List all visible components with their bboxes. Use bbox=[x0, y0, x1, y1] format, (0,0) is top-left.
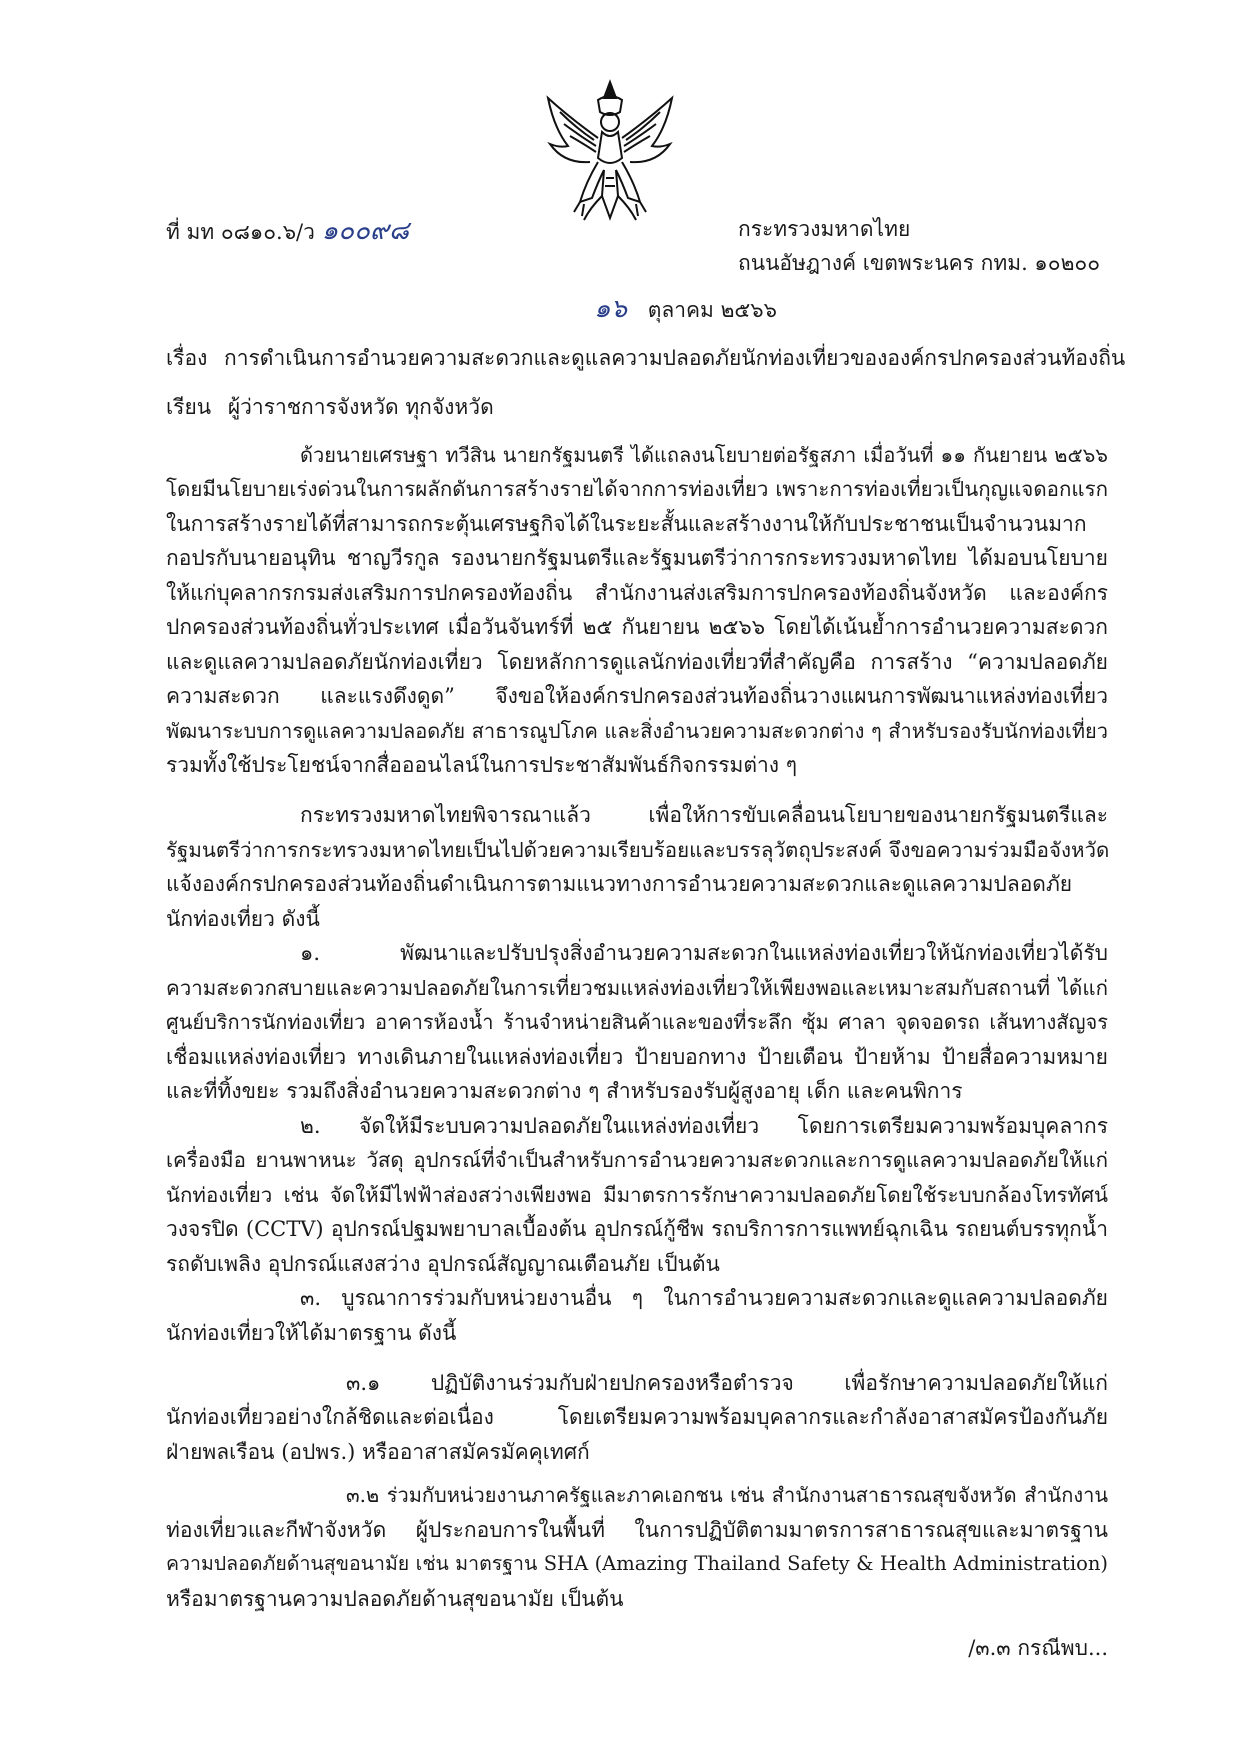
item2-line-5: รถดับเพลิง อุปกรณ์แสงสว่าง อุปกรณ์สัญญาณเตือนภัย เป็นต้น bbox=[166, 1252, 720, 1276]
para1-line-8: ความสะดวก และแรงดึงดูด” จึงขอให้องค์กรปกครองส่วนท้องถิ่นวางแผนการพัฒนาแหล่งท่องเที่ยว bbox=[166, 684, 1108, 708]
item1-line-5: และที่ทิ้งขยะ รวมถึงสิ่งอำนวยความสะดวกต่าง ๆ สำหรับรองรับผู้สูงอายุ เด็ก และคนพิการ bbox=[166, 1079, 963, 1103]
para2-line-1: กระทรวงมหาดไทยพิจารณาแล้ว เพื่อให้การขับเคลื่อนนโยบายของนายกรัฐมนตรีและ bbox=[300, 803, 1108, 827]
date-month-year: ตุลาคม ๒๕๖๖ bbox=[647, 298, 777, 322]
para1-line-5: ให้แก่บุคลากรกรมส่งเสริมการปกครองท้องถิ่น สำนักงานส่งเสริมการปกครองท้องถิ่นจังหวัด และองค์กร bbox=[166, 581, 1108, 605]
reference-number-line bbox=[166, 216, 409, 247]
item3-2-line-4: หรือมาตรฐานความปลอดภัยด้านสุขอนามัย เป็นต้น bbox=[166, 1587, 624, 1611]
item1-line-1: ๑. พัฒนาและปรับปรุงสิ่งอำนวยความสะดวกในแหล่งท่องเที่ยวให้นักท่องเที่ยวได้รับ bbox=[300, 941, 1108, 965]
item3-2-line-3: ความปลอดภัยด้านสุขอนามัย เช่น มาตรฐาน SHA (Amazing Thailand Safety & Health Administration) bbox=[166, 1552, 1108, 1575]
ministry-address: ถนนอัษฎางค์ เขตพระนคร กทม. ๑๐๒๐๐ bbox=[738, 251, 1101, 275]
para1-line-3: ในการสร้างรายได้ที่สามารถกระตุ้นเศรษฐกิจได้ในระยะสั้นและสร้างงานให้กับประชาชนเป็นจำนวนมาก bbox=[166, 512, 1087, 536]
page-continuation: /๓.๓ กรณีพบ... bbox=[968, 1636, 1108, 1660]
addressee-line bbox=[166, 392, 494, 422]
para1-line-9: พัฒนาระบบการดูแลความปลอดภัย สาธารณูปโภค และสิ่งอำนวยความสะดวกต่าง ๆ สำหรับรองรับนักท่องเที่ยว bbox=[166, 719, 1108, 743]
para2-line-4: นักท่องเที่ยว ดังนี้ bbox=[166, 907, 320, 931]
item1-line-3: ศูนย์บริการนักท่องเที่ยว อาคารห้องน้ำ ร้านจำหน่ายสินค้าและของที่ระลึก ซุ้ม ศาลา จุดจอดรถ เส้นทางสัญจร bbox=[166, 1010, 1108, 1034]
item3-line-2: นักท่องเที่ยวให้ได้มาตรฐาน ดังนี้ bbox=[166, 1321, 457, 1345]
para1-line-4: กอปรกับนายอนุทิน ชาญวีรกูล รองนายกรัฐมนตรีและรัฐมนตรีว่าการกระทรวงมหาดไทย ได้มอบนโยบาย bbox=[166, 546, 1108, 570]
ministry-name: กระทรวงมหาดไทย bbox=[738, 217, 911, 241]
garuda-emblem bbox=[540, 78, 680, 228]
reference-prefix: ที่ มท ๐๘๑๐.๖/ว bbox=[166, 220, 315, 244]
para2-line-3: แจ้งองค์กรปกครองส่วนท้องถิ่นดำเนินการตามแนวทางการอำนวยความสะดวกและดูแลความปลอดภัย bbox=[166, 872, 1073, 896]
item1-line-4: เชื่อมแหล่งท่องเที่ยว ทางเดินภายในแหล่งท่องเที่ยว ป้ายบอกทาง ป้ายเตือน ป้ายห้าม ป้ายสื่อความหมาย bbox=[166, 1045, 1108, 1069]
addressee-label: เรียน bbox=[166, 395, 212, 419]
para1-line-1: ด้วยนายเศรษฐา ทวีสิน นายกรัฐมนตรี ได้แถลงนโยบายต่อรัฐสภา เมื่อวันที่ ๑๑ กันยายน ๒๕๖๖ bbox=[300, 443, 1108, 467]
handwritten-date-day: ๑๖ bbox=[594, 294, 628, 324]
subject-text: การดำเนินการอำนวยความสะดวกและดูแลความปลอดภัยนักท่องเที่ยวขององค์กรปกครองส่วนท้องถิ่น bbox=[224, 346, 1126, 370]
para1-line-2: โดยมีนโยบายเร่งด่วนในการผลักดันการสร้างรายได้จากการท่องเที่ยว เพราะการท่องเที่ยวเป็นกุญแจดอกแรก bbox=[166, 477, 1108, 501]
item2-line-3: นักท่องเที่ยว เช่น จัดให้มีไฟฟ้าส่องสว่างเพียงพอ มีมาตรการรักษาความปลอดภัยโดยใช้ระบบกล้องโทรทัศน์ bbox=[166, 1183, 1108, 1207]
item2-line-2: เครื่องมือ ยานพาหนะ วัสดุ อุปกรณ์ที่จำเป็นสำหรับการอำนวยความสะดวกและการดูแลความปลอดภัยให้แก่ bbox=[166, 1148, 1108, 1172]
item3-2-line-2: ท่องเที่ยวและกีฬาจังหวัด ผู้ประกอบการในพื้นที่ ในการปฏิบัติตามมาตรการสาธารณสุขและมาตรฐาน bbox=[166, 1518, 1108, 1542]
document-date bbox=[594, 294, 777, 325]
para2-line-2: รัฐมนตรีว่าการกระทรวงมหาดไทยเป็นไปด้วยความเรียบร้อยและบรรลุวัตถุประสงค์ จึงขอความร่วมมือจังหวัด bbox=[166, 838, 1110, 862]
handwritten-reference-number: ๑๐๐๙๘ bbox=[321, 216, 409, 246]
para1-line-10: รวมทั้งใช้ประโยชน์จากสื่อออนไลน์ในการประชาสัมพันธ์กิจกรรมต่าง ๆ bbox=[166, 753, 797, 777]
item2-line-4: วงจรปิด (CCTV) อุปกรณ์ปฐมพยาบาลเบื้องต้น อุปกรณ์กู้ชีพ รถบริการการแพทย์ฉุกเฉิน รถยนต์บรรทุกน้ำ bbox=[166, 1217, 1108, 1241]
subject-label: เรื่อง bbox=[166, 346, 208, 370]
item3-line-1: ๓. บูรณาการร่วมกับหน่วยงานอื่น ๆ ในการอำนวยความสะดวกและดูแลความปลอดภัย bbox=[300, 1286, 1108, 1310]
item2-line-1: ๒. จัดให้มีระบบความปลอดภัยในแหล่งท่องเที่ยว โดยการเตรียมความพร้อมบุคลากร bbox=[300, 1114, 1108, 1138]
para1-line-7: และดูแลความปลอดภัยนักท่องเที่ยว โดยหลักการดูแลนักท่องเที่ยวที่สำคัญคือ การสร้าง “ความปลอดภัย bbox=[166, 650, 1108, 674]
subject-line bbox=[166, 343, 1125, 373]
addressee-text: ผู้ว่าราชการจังหวัด ทุกจังหวัด bbox=[227, 395, 494, 419]
item3-1-line-3: ฝ่ายพลเรือน (อปพร.) หรืออาสาสมัครมัคคุเทศก์ bbox=[166, 1440, 590, 1464]
item1-line-2: ความสะดวกสบายและความปลอดภัยในการเที่ยวชมแหล่งท่องเที่ยวให้เพียงพอและเหมาะสมกับสถานที่ ได้แก่ bbox=[166, 976, 1108, 1000]
para1-line-6: ปกครองส่วนท้องถิ่นทั่วประเทศ เมื่อวันจันทร์ที่ ๒๕ กันยายน ๒๕๖๖ โดยได้เน้นย้ำการอำนวยความสะดวก bbox=[166, 615, 1108, 639]
item3-1-line-1: ๓.๑ ปฏิบัติงานร่วมกับฝ่ายปกครองหรือตำรวจ เพื่อรักษาความปลอดภัยให้แก่ bbox=[346, 1371, 1108, 1395]
item3-2-line-1: ๓.๒ ร่วมกับหน่วยงานภาครัฐและภาคเอกชน เช่น สำนักงานสาธารณสุขจังหวัด สำนักงาน bbox=[346, 1483, 1108, 1507]
item3-1-line-2: นักท่องเที่ยวอย่างใกล้ชิดและต่อเนื่อง โดยเตรียมความพร้อมบุคลากรและกำลังอาสาสมัครป้องกันภัย bbox=[166, 1405, 1108, 1429]
